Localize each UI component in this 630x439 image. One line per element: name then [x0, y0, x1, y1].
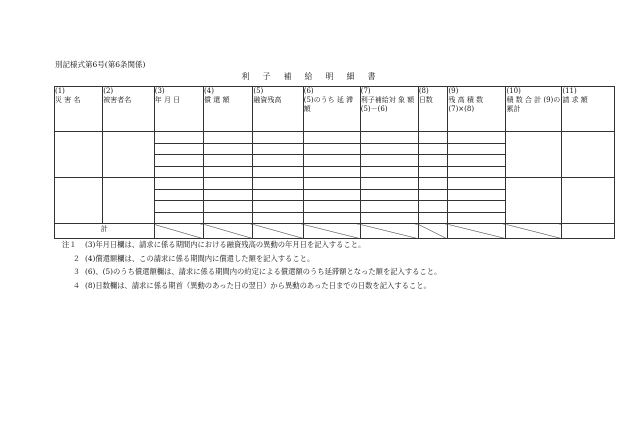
overdue-cell[interactable]: [303, 201, 360, 213]
repayment-cell[interactable]: [204, 201, 253, 213]
overdue-cell[interactable]: [303, 212, 360, 224]
balance-product-cell[interactable]: [448, 212, 506, 224]
col-header-disaster-name: (1) 災 害 名: [55, 87, 103, 132]
victim-name-cell[interactable]: [103, 132, 155, 178]
product-total-cell[interactable]: [506, 132, 562, 178]
date-cell[interactable]: [154, 143, 203, 155]
col-header-date: (3) 年 月 日: [154, 87, 203, 132]
overdue-cell[interactable]: [303, 178, 360, 190]
repayment-cell[interactable]: [204, 212, 253, 224]
product-total-cell[interactable]: [506, 178, 562, 224]
days-cell[interactable]: [418, 212, 448, 224]
loan-balance-cell[interactable]: [253, 189, 303, 201]
total-product-total-slash: [506, 224, 562, 239]
total-date-slash: [154, 224, 203, 239]
loan-balance-cell[interactable]: [253, 212, 303, 224]
interest-subsidy-table: [54, 86, 615, 239]
col-header-product-total: (10) 積 数 合 計 (9)の累計: [506, 87, 562, 132]
note-1: 注１ (3)年月日欄は、請求に係る期間内における融資残高の異動の年月日を記入すること。: [62, 240, 366, 249]
col-header-overdue: (6) (5)のうち 延 滞 額: [303, 87, 360, 132]
balance-product-cell[interactable]: [448, 201, 506, 213]
repayment-cell[interactable]: [204, 155, 253, 167]
total-row: [55, 224, 615, 239]
loan-balance-cell[interactable]: [253, 132, 303, 144]
overdue-cell[interactable]: [303, 143, 360, 155]
date-cell[interactable]: [154, 189, 203, 201]
total-subsidy-target-slash: [360, 224, 418, 239]
balance-product-cell[interactable]: [448, 155, 506, 167]
col-header-subsidy-target: (7) 利子補給対 象 額 (5)－(6): [360, 87, 418, 132]
entry-row: [55, 178, 615, 190]
entry-row: [55, 132, 615, 144]
days-cell[interactable]: [418, 166, 448, 178]
claim-amount-cell[interactable]: [562, 178, 615, 224]
loan-balance-cell[interactable]: [253, 155, 303, 167]
overdue-cell[interactable]: [303, 155, 360, 167]
balance-product-cell[interactable]: [448, 166, 506, 178]
note-2: ２ (4)償還額欄は、この請求に係る期間内に償還した額を記入すること。: [72, 253, 315, 263]
date-cell[interactable]: [154, 166, 203, 178]
repayment-cell[interactable]: [204, 143, 253, 155]
total-label: 計: [55, 224, 155, 239]
subsidy-target-cell[interactable]: [360, 212, 418, 224]
total-repayment-slash: [204, 224, 253, 239]
days-cell[interactable]: [418, 189, 448, 201]
subsidy-target-cell[interactable]: [360, 132, 418, 144]
subsidy-target-cell[interactable]: [360, 189, 418, 201]
date-cell[interactable]: [154, 178, 203, 190]
subsidy-target-cell[interactable]: [360, 178, 418, 190]
total-balance-product-slash: [448, 224, 506, 239]
form-reference: 別記様式第6号(第6条関係): [55, 60, 146, 69]
total-overdue-slash: [303, 224, 360, 239]
victim-name-cell[interactable]: [103, 178, 155, 224]
days-cell[interactable]: [418, 201, 448, 213]
total-claim-amount-cell[interactable]: [562, 224, 615, 239]
subsidy-target-cell[interactable]: [360, 143, 418, 155]
balance-product-cell[interactable]: [448, 189, 506, 201]
repayment-cell[interactable]: [204, 189, 253, 201]
notes: [62, 238, 441, 292]
repayment-cell[interactable]: [204, 178, 253, 190]
col-header-days: (8) 日数: [418, 87, 448, 132]
date-cell[interactable]: [154, 201, 203, 213]
overdue-cell[interactable]: [303, 166, 360, 178]
col-header-repayment: (4) 償 還 額: [204, 87, 253, 132]
balance-product-cell[interactable]: [448, 178, 506, 190]
days-cell[interactable]: [418, 155, 448, 167]
date-cell[interactable]: [154, 155, 203, 167]
total-days-slash: [418, 224, 448, 239]
date-cell[interactable]: [154, 212, 203, 224]
balance-product-cell[interactable]: [448, 143, 506, 155]
col-header-claim-amount: (11) 請 求 額: [562, 87, 615, 132]
note-4: ４ (8)日数欄は、請求に係る期首（異動のあった日の翌日）から異動のあった日までの日数を記入すること。: [72, 280, 431, 290]
subsidy-target-cell[interactable]: [360, 155, 418, 167]
loan-balance-cell[interactable]: [253, 166, 303, 178]
loan-balance-cell[interactable]: [253, 178, 303, 190]
days-cell[interactable]: [418, 132, 448, 144]
date-cell[interactable]: [154, 132, 203, 144]
repayment-cell[interactable]: [204, 132, 253, 144]
days-cell[interactable]: [418, 143, 448, 155]
claim-amount-cell[interactable]: [562, 132, 615, 178]
loan-balance-cell[interactable]: [253, 201, 303, 213]
subsidy-target-cell[interactable]: [360, 166, 418, 178]
col-header-loan-balance: (5) 融資残高: [253, 87, 303, 132]
balance-product-cell[interactable]: [448, 132, 506, 144]
document-title: 利子補給明細書: [241, 72, 389, 81]
overdue-cell[interactable]: [303, 189, 360, 201]
note-3: ３ (6)、(5)のうち償還額欄は、請求に係る期間内の約定による償還額のうち延滞額となった額を記入すること。: [72, 267, 442, 276]
col-header-victim-name: (2) 被害者名: [103, 87, 155, 132]
overdue-cell[interactable]: [303, 132, 360, 144]
subsidy-target-cell[interactable]: [360, 201, 418, 213]
header-row: [55, 87, 615, 132]
disaster-name-cell[interactable]: [55, 178, 103, 224]
days-cell[interactable]: [418, 178, 448, 190]
repayment-cell[interactable]: [204, 166, 253, 178]
col-header-balance-product: (9) 残 高 積 数 (7)×(8): [448, 87, 506, 132]
disaster-name-cell[interactable]: [55, 132, 103, 178]
total-loan-balance-slash: [253, 224, 303, 239]
loan-balance-cell[interactable]: [253, 143, 303, 155]
